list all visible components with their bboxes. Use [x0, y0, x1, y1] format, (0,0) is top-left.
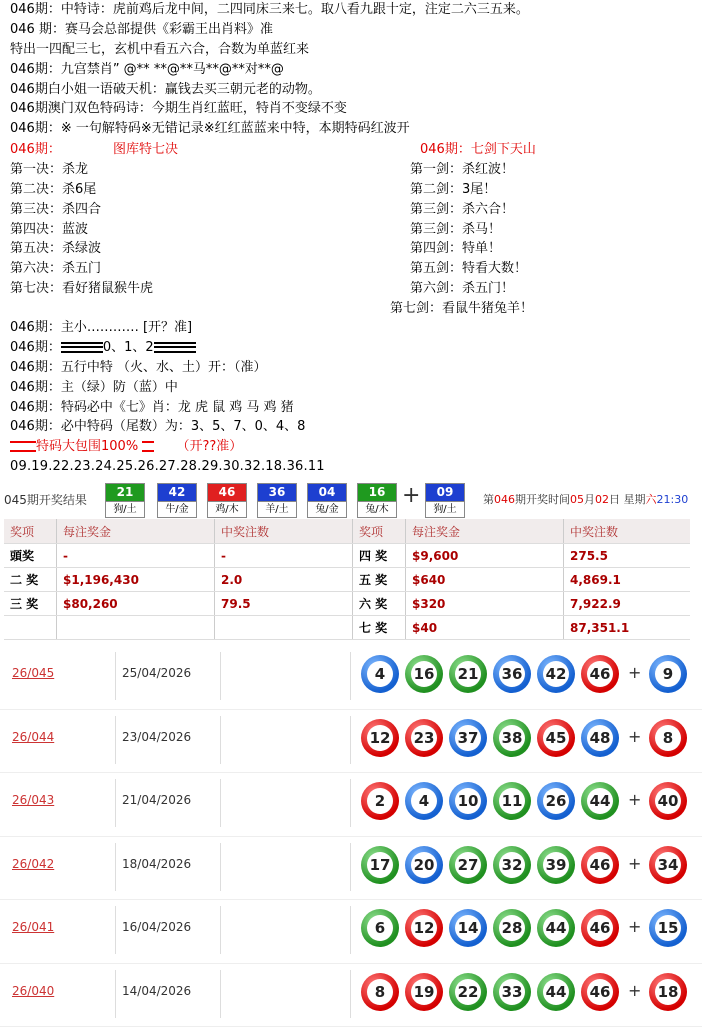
divider	[220, 716, 221, 764]
ball-number: 12	[367, 725, 393, 751]
special-banner-text: 特码大包围100%	[36, 439, 138, 454]
left-item: 第三决：杀四合	[10, 200, 390, 220]
next-draw-info: 第046期开奖时间05月02日 星期六21:30	[483, 491, 688, 507]
history-row	[0, 837, 702, 901]
text-line: 046期：主（绿）防（蓝）中	[10, 378, 305, 398]
divider	[220, 970, 221, 1018]
ball-number: 15	[655, 915, 681, 941]
ball-number: 22	[455, 979, 481, 1005]
plus-sign: +	[628, 917, 641, 936]
lottery-ball	[405, 719, 443, 757]
ball-number: 39	[543, 852, 569, 878]
ball-number: 23	[411, 725, 437, 751]
result-ball	[257, 483, 297, 518]
lottery-ball	[537, 973, 575, 1011]
draw-date: 14/04/2026	[122, 984, 191, 998]
right-item: 第一剑：杀红波！	[410, 160, 700, 180]
ball-number: 46	[207, 483, 247, 501]
divider	[220, 779, 221, 827]
lottery-ball	[449, 655, 487, 693]
prize-cell: 三 奖	[4, 592, 57, 616]
prize-cell: -	[57, 544, 215, 568]
ball-number: 38	[499, 725, 525, 751]
draw-date: 21/04/2026	[122, 793, 191, 807]
prize-cell: 2.0	[215, 568, 353, 592]
draw-date: 23/04/2026	[122, 730, 191, 744]
ball-number: 8	[655, 725, 681, 751]
draw-date: 25/04/2026	[122, 666, 191, 680]
text-line: 046期：必中特码（尾数）为：3、5、7、0、4、8	[10, 417, 305, 437]
plus-sign: +	[628, 727, 641, 746]
ball-number: 21	[455, 661, 481, 687]
bottom-text-block	[10, 318, 305, 457]
plus-sign: +	[628, 790, 641, 809]
ball-number: 36	[499, 661, 525, 687]
lottery-ball	[493, 846, 531, 884]
draw-date: 18/04/2026	[122, 857, 191, 871]
ball-zodiac: 兔/木	[357, 501, 397, 518]
ball-number: 37	[455, 725, 481, 751]
result-ball	[357, 483, 397, 518]
ball-number: 36	[257, 483, 297, 501]
prize-cell: 五 奖	[353, 568, 406, 592]
divider	[350, 906, 351, 954]
prize-cell	[57, 616, 215, 640]
prize-cell: 79.5	[215, 592, 353, 616]
ball-zodiac: 狗/土	[425, 501, 465, 518]
lottery-ball	[581, 655, 619, 693]
text-line	[10, 338, 305, 358]
lottery-ball	[449, 846, 487, 884]
left-item: 第四决：蓝波	[10, 220, 390, 240]
lottery-ball	[449, 973, 487, 1011]
ball-number: 28	[499, 915, 525, 941]
lottery-ball	[449, 909, 487, 947]
ball-zodiac: 牛/金	[157, 501, 197, 518]
divider	[350, 843, 351, 891]
ball-number: 11	[499, 788, 525, 814]
prize-cell: $80,260	[57, 592, 215, 616]
right-last-item: 第七剑：看鼠牛猪兔羊！	[390, 299, 700, 319]
prize-row	[4, 592, 690, 616]
prize-cell: 二 奖	[4, 568, 57, 592]
ball-number: 2	[367, 788, 393, 814]
ball-zodiac: 鸡/木	[207, 501, 247, 518]
lottery-ball	[537, 909, 575, 947]
lottery-ball	[537, 846, 575, 884]
ball-number: 19	[411, 979, 437, 1005]
lottery-ball	[361, 846, 399, 884]
prize-cell: 頭奖	[4, 544, 57, 568]
prize-cell: 87,351.1	[564, 616, 691, 640]
text-line: 046期：特码必中《七》肖：龙 虎 鼠 鸡 马 鸡 猪	[10, 398, 305, 418]
issue-link[interactable]: 26/040	[12, 984, 54, 998]
prize-cell	[215, 616, 353, 640]
ball-number: 40	[655, 788, 681, 814]
ball-number: 33	[499, 979, 525, 1005]
divider	[115, 970, 116, 1018]
header-cell: 每注奖金	[406, 519, 564, 544]
result-label: 045期开奖结果	[4, 491, 87, 508]
ball-number: 46	[587, 852, 613, 878]
prize-cell: 七 奖	[353, 616, 406, 640]
lottery-ball	[405, 655, 443, 693]
ball-number: 14	[455, 915, 481, 941]
ball-number: 42	[543, 661, 569, 687]
left-header-title: 图库特七决	[113, 142, 178, 157]
digit-list: 0、1、2	[103, 340, 154, 355]
left-item: 第六决：杀五门	[10, 259, 390, 279]
issue-link[interactable]: 26/045	[12, 666, 54, 680]
right-item: 第五剑：特看大数！	[410, 259, 700, 279]
text-line: 046 期：赛马会总部提供《彩霸王出肖料》准	[10, 20, 700, 40]
issue-link[interactable]: 26/041	[12, 920, 54, 934]
ball-number: 34	[655, 852, 681, 878]
prize-cell: 四 奖	[353, 544, 406, 568]
issue-link[interactable]: 26/043	[12, 793, 54, 807]
special-ball	[649, 782, 687, 820]
lottery-ball	[405, 846, 443, 884]
text-line: 046期：※ 一句解特码※无错记录※红红蓝蓝来中特，本期特码红波开	[10, 119, 700, 139]
ball-number: 10	[455, 788, 481, 814]
lottery-ball	[405, 973, 443, 1011]
divider	[115, 652, 116, 700]
text-line	[10, 437, 305, 457]
ball-number: 16	[357, 483, 397, 501]
history-row	[0, 646, 702, 710]
issue-link[interactable]: 26/042	[12, 857, 54, 871]
header-cell: 中奖注数	[564, 519, 691, 544]
right-item: 第二剑：3尾！	[410, 180, 700, 200]
lottery-ball	[449, 782, 487, 820]
ball-number: 8	[367, 979, 393, 1005]
text-line: 046期：五行中特 （火、水、土）开：（准）	[10, 358, 305, 378]
left-header	[10, 140, 390, 160]
lottery-ball	[493, 719, 531, 757]
prize-cell: 六 奖	[353, 592, 406, 616]
prize-cell: $640	[406, 568, 564, 592]
lottery-ball	[493, 782, 531, 820]
history-row	[0, 773, 702, 837]
decorative-bar	[61, 342, 103, 353]
right-item: 第六剑：杀五门！	[410, 279, 700, 299]
lottery-ball	[361, 782, 399, 820]
history-row	[0, 900, 702, 964]
left-item: 第七决：看好猪鼠猴牛虎	[10, 279, 390, 299]
ball-number: 9	[655, 661, 681, 687]
divider	[115, 843, 116, 891]
text-line: 046期澳门双色特码诗：今期生肖红蓝旺，特肖不变绿不变	[10, 99, 700, 119]
lottery-ball	[581, 909, 619, 947]
prize-row	[4, 544, 690, 568]
result-ball	[157, 483, 197, 518]
ball-number: 46	[587, 915, 613, 941]
lottery-ball	[537, 782, 575, 820]
divider	[350, 779, 351, 827]
right-header-title: 七剑下天山	[471, 142, 536, 157]
text-line: 特出一四配三七，玄机中看五六合，合数为单蓝红来	[10, 40, 700, 60]
ball-number: 44	[543, 979, 569, 1005]
lottery-ball	[537, 655, 575, 693]
number-list: 09.19.22.23.24.25.26.27.28.29.30.32.18.36.11	[10, 459, 325, 474]
ball-number: 21	[105, 483, 145, 501]
lottery-ball	[581, 782, 619, 820]
lottery-ball	[361, 719, 399, 757]
lottery-ball	[581, 719, 619, 757]
result-ball	[207, 483, 247, 518]
plus-sign: +	[402, 483, 420, 508]
prize-row	[4, 568, 690, 592]
text-line: 046期：主小………… [开？准]	[10, 318, 305, 338]
plus-sign: +	[628, 854, 641, 873]
plus-sign: +	[628, 981, 641, 1000]
line-prefix: 046期：	[10, 340, 61, 355]
divider	[220, 906, 221, 954]
prize-cell: $40	[406, 616, 564, 640]
divider	[220, 843, 221, 891]
prize-row	[4, 616, 690, 640]
ball-number: 17	[367, 852, 393, 878]
decorative-bar	[154, 342, 196, 353]
header-cell: 奖项	[353, 519, 406, 544]
text-line: 046期：九宫禁肖” @** **@**马**@**对**@	[10, 60, 700, 80]
lottery-ball	[361, 909, 399, 947]
history-row	[0, 710, 702, 774]
special-ball	[649, 973, 687, 1011]
history-row	[0, 964, 702, 1027]
right-header-issue: 046期：	[420, 142, 471, 157]
divider	[220, 652, 221, 700]
prize-cell: $9,600	[406, 544, 564, 568]
special-ball	[649, 909, 687, 947]
lottery-ball	[449, 719, 487, 757]
ball-number: 32	[499, 852, 525, 878]
left-header-issue: 046期：	[10, 142, 61, 157]
ball-number: 46	[587, 979, 613, 1005]
ball-number: 4	[411, 788, 437, 814]
ball-number: 46	[587, 661, 613, 687]
ball-number: 45	[543, 725, 569, 751]
left-column	[10, 140, 390, 299]
history-list	[0, 646, 702, 1027]
lottery-ball	[405, 909, 443, 947]
prize-cell: 275.5	[564, 544, 691, 568]
banner-tail: （开??准）	[176, 439, 242, 454]
right-item: 第三剑：杀马！	[410, 220, 700, 240]
left-item: 第五决：杀绿波	[10, 239, 390, 259]
prize-cell: 7,922.9	[564, 592, 691, 616]
header-cell: 奖项	[4, 519, 57, 544]
result-ball	[307, 483, 347, 518]
ball-number: 09	[425, 483, 465, 501]
ball-number: 26	[543, 788, 569, 814]
decorative-red-bar	[10, 441, 36, 452]
lottery-ball	[493, 655, 531, 693]
prize-cell: $320	[406, 592, 564, 616]
ball-number: 20	[411, 852, 437, 878]
ball-number: 4	[367, 661, 393, 687]
text-line: 046期：中特诗：虎前鸡后龙中间，二四同床三来七。取八看九跟十定，注定二六三五来。	[10, 0, 700, 20]
lottery-ball	[581, 973, 619, 1011]
lottery-ball	[405, 782, 443, 820]
right-item: 第三剑：杀六合！	[410, 200, 700, 220]
left-item: 第二决：杀6尾	[10, 180, 390, 200]
prize-table	[4, 519, 690, 640]
prize-table-header	[4, 519, 690, 544]
ball-number: 48	[587, 725, 613, 751]
issue-link[interactable]: 26/044	[12, 730, 54, 744]
lottery-ball	[537, 719, 575, 757]
ball-number: 44	[587, 788, 613, 814]
divider	[115, 906, 116, 954]
ball-number: 18	[655, 979, 681, 1005]
ball-zodiac: 兔/金	[307, 501, 347, 518]
special-ball	[649, 719, 687, 757]
right-header	[410, 140, 700, 160]
prize-cell: -	[215, 544, 353, 568]
lottery-ball	[581, 846, 619, 884]
lottery-ball	[493, 909, 531, 947]
header-cell: 每注奖金	[57, 519, 215, 544]
ball-number: 04	[307, 483, 347, 501]
ball-zodiac: 羊/土	[257, 501, 297, 518]
lottery-ball	[361, 655, 399, 693]
special-ball	[649, 655, 687, 693]
left-item: 第一决：杀龙	[10, 160, 390, 180]
result-ball	[105, 483, 145, 518]
divider	[350, 970, 351, 1018]
prize-cell: $1,196,430	[57, 568, 215, 592]
result-special-ball	[425, 483, 465, 518]
ball-number: 16	[411, 661, 437, 687]
right-item: 第四剑：特单！	[410, 239, 700, 259]
prize-cell	[4, 616, 57, 640]
special-ball	[649, 846, 687, 884]
ball-number: 44	[543, 915, 569, 941]
lottery-ball	[493, 973, 531, 1011]
divider	[350, 652, 351, 700]
ball-number: 12	[411, 915, 437, 941]
decorative-red-bar	[142, 441, 154, 452]
divider	[115, 716, 116, 764]
top-text-block	[10, 0, 700, 139]
plus-sign: +	[628, 663, 641, 682]
text-line: 046期白小姐一语破天机：赢钱去买三朝元老的动物。	[10, 80, 700, 100]
right-column	[410, 140, 700, 319]
ball-zodiac: 狗/土	[105, 501, 145, 518]
draw-date: 16/04/2026	[122, 920, 191, 934]
prize-cell: 4,869.1	[564, 568, 691, 592]
lottery-ball	[361, 973, 399, 1011]
ball-number: 6	[367, 915, 393, 941]
divider	[115, 779, 116, 827]
ball-number: 42	[157, 483, 197, 501]
ball-number: 27	[455, 852, 481, 878]
result-bar	[0, 480, 702, 518]
divider	[350, 716, 351, 764]
header-cell: 中奖注数	[215, 519, 353, 544]
